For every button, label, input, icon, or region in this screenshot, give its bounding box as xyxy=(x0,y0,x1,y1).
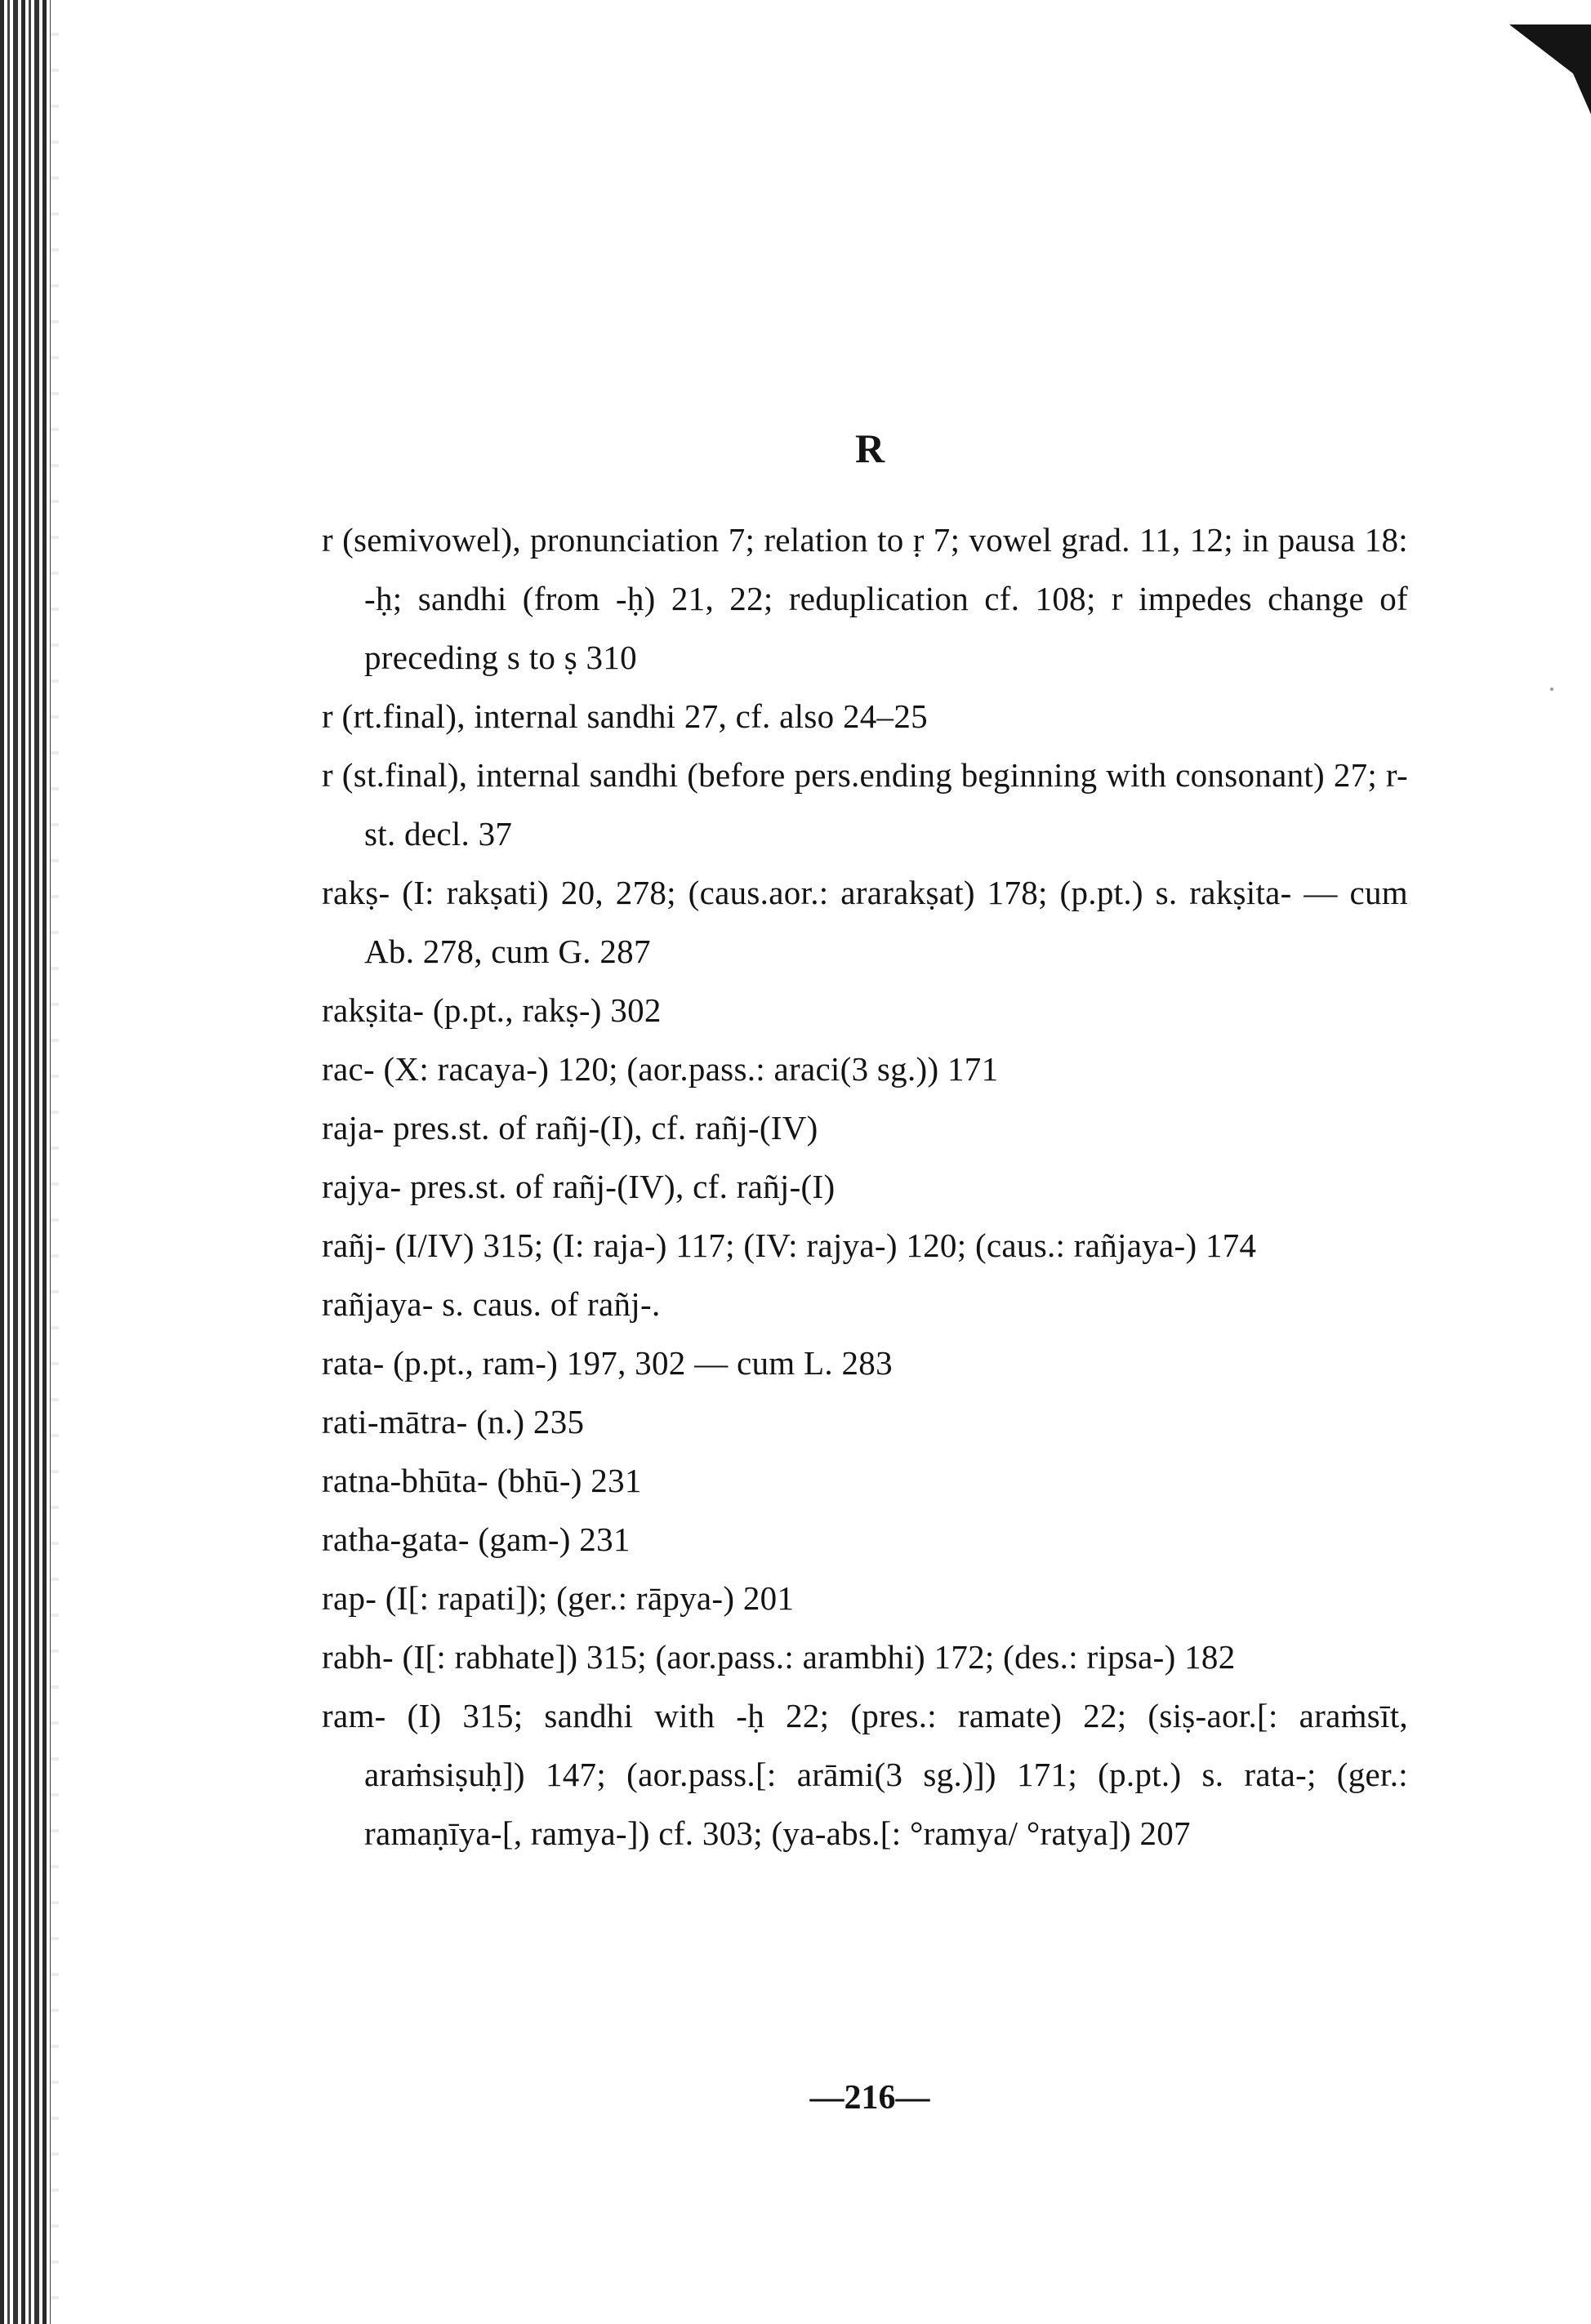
index-entry: rañj- (I/IV) 315; (I: raja-) 117; (IV: rajya-) 120; (caus.: rañjaya-) 174 xyxy=(322,1227,1257,1264)
index-entry: rakṣ- (I: rakṣati) 20, 278; (caus.aor.: ararakṣat) 178; (p.pt.) s. rakṣita- — cum Ab. 278, cum G. 287 xyxy=(322,874,1408,970)
index-entry: rañjaya- s. caus. of rañj-. xyxy=(322,1285,661,1323)
index-entry: ram- (I) 315; sandhi with -ḥ 22; (pres.: ramate) 22; (siṣ-aor.[: araṁsīt, araṁsiṣuḥ]) 147; (aor.pass.[: arāmi(3 sg.)]) 171; (p.pt.) s. rata-; (ger.: ramaṇīya-[, ramya-]) cf. 303; (ya-abs.[: °ramya/ °ratya]) 207 xyxy=(322,1697,1408,1852)
page-number: —216— xyxy=(809,2079,930,2117)
scan-gutter-edge xyxy=(0,0,51,2324)
index-entry-list xyxy=(322,510,1408,1863)
index-entry: ratna-bhūta- (bhū-) 231 xyxy=(322,1462,642,1499)
index-entry: rabh- (I[: rabhate]) 315; (aor.pass.: arambhi) 172; (des.: ripsa-) 182 xyxy=(322,1638,1236,1676)
index-entry: rac- (X: racaya-) 120; (aor.pass.: araci(3 sg.)) 171 xyxy=(322,1050,999,1088)
index-entry: rata- (p.pt., ram-) 197, 302 — cum L. 283 xyxy=(322,1344,893,1382)
index-entry: rakṣita- (p.pt., rakṣ-) 302 xyxy=(322,991,662,1029)
index-entry: ratha-gata- (gam-) 231 xyxy=(322,1520,631,1558)
index-entry: r (semivowel), pronunciation 7; relation to ṛ 7; vowel grad. 11, 12; in pausa 18: -ḥ; sandhi (from -ḥ) 21, 22; reduplication cf. 108; r impedes change of preceding s to ṣ 310 xyxy=(322,521,1408,676)
index-entry: rajya- pres.st. of rañj-(IV), cf. rañj-(I) xyxy=(322,1168,836,1205)
speck xyxy=(1550,688,1553,691)
index-entry: rap- (I[: rapati]); (ger.: rāpya-) 201 xyxy=(322,1579,795,1617)
scan-gutter-shadow xyxy=(51,0,59,2324)
index-entry: raja- pres.st. of rañj-(I), cf. rañj-(IV) xyxy=(322,1109,818,1146)
page-corner-mark xyxy=(1509,24,1591,114)
section-letter-heading: R xyxy=(854,425,885,471)
index-entry: r (rt.final), internal sandhi 27, cf. also 24–25 xyxy=(322,697,928,735)
index-entry: r (st.final), internal sandhi (before pers.ending beginning with consonant) 27; r-st. decl. 37 xyxy=(322,756,1408,853)
index-entry: rati-mātra- (n.) 235 xyxy=(322,1403,585,1440)
